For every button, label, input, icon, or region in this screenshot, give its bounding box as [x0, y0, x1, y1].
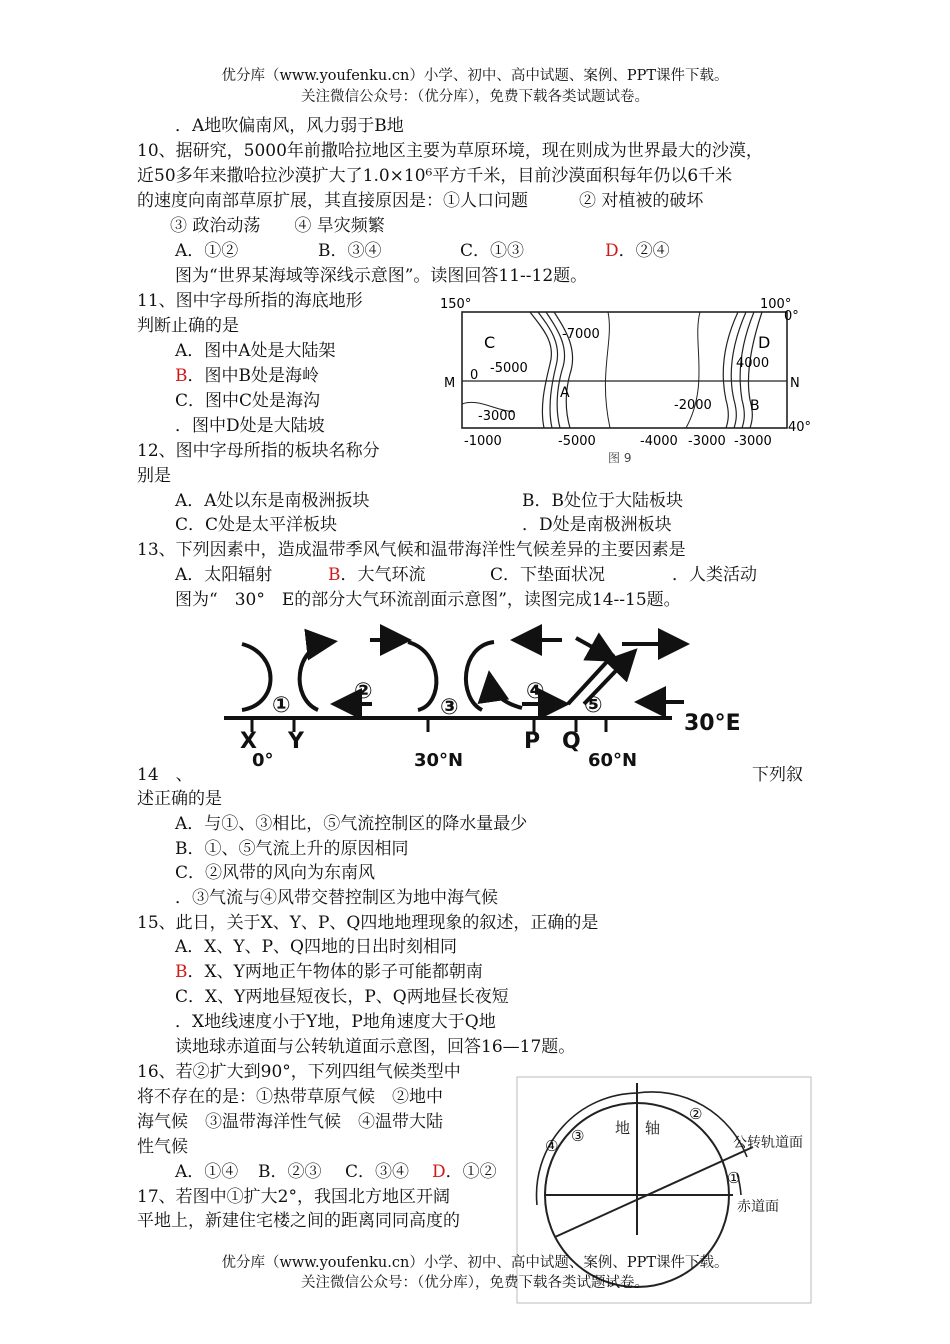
contour-label-3000: -3000: [478, 409, 516, 424]
arc-three: [545, 1103, 637, 1195]
q11-stem-2: 判断止确的是: [137, 316, 239, 336]
q11-stem-1: 11、图中字母所指的海底地形: [137, 291, 363, 311]
q13-option-c: C．下垫面状况: [490, 565, 606, 585]
q12-option-a: A．A处以东是南极洲扳块: [175, 491, 370, 511]
q10-stem-1: 10、据研究，5000年前撒哈拉地区主要为草原环境，现在则成为世界最大的沙漠，: [137, 141, 763, 161]
label-earth-axis: 地 轴: [615, 1119, 661, 1137]
q10-option-b: B．③④: [318, 241, 382, 261]
q10-stem-2: 近50多年来撒哈拉沙漠扩大了1.0×10⁶平方千米，目前沙漠面积每年仍以6千米: [137, 166, 733, 186]
q10-option-d-text: ．②④: [618, 241, 670, 261]
map-intro: 图为“世界某海域等深线示意图”。读图回答11--12题。: [175, 266, 588, 286]
circ-label-1: ①: [272, 693, 291, 718]
q16-stem-3: 海气候 ③温带海洋性气候 ④温带大陆: [137, 1112, 443, 1132]
circulation-cell: [490, 678, 522, 708]
map-label-m: M: [444, 376, 456, 391]
circ-label-4: ④: [526, 679, 545, 704]
q15-option-a: A．X、Y、P、Q四地的日出时刻相同: [175, 937, 457, 957]
orbit-plane-line: [555, 1147, 753, 1237]
map-label-a: A: [560, 385, 570, 401]
label-equator-plane: 赤道面: [737, 1199, 779, 1215]
q17-stem-2: 平地上，新建住宅楼之间的距离同同高度的: [137, 1211, 460, 1231]
q14-number: 14 、: [137, 765, 193, 785]
circ-label-x: X: [240, 729, 257, 754]
q14-option-d: ．③气流与④风带交替控制区为地中海气候: [175, 888, 498, 908]
q10-option-a: A．①②: [175, 241, 239, 261]
q16-stem-4: 性气候: [137, 1137, 188, 1157]
map-label-n: N: [790, 376, 800, 391]
q12-option-c: C．C处是太平洋板块: [175, 515, 338, 535]
bottom-label-3000a: -3000: [688, 434, 726, 449]
q10-option-c: C．①③: [460, 241, 525, 261]
circ-label-30e: 30°E: [684, 711, 741, 736]
q13-option-a: A．太阳辐射: [175, 565, 273, 585]
map-caption: 图 9: [608, 451, 632, 465]
orbit-intro: 读地球赤道面与公转轨道面示意图，回答16—17题。: [175, 1037, 576, 1057]
circulation-cell: [300, 642, 330, 710]
contour-line: [605, 312, 610, 428]
q14-option-a: A．与①、③相比，⑤气流控制区的降水量最少: [175, 814, 528, 834]
header-line-2: 关注微信公众号：（优分库），免费下载各类试题试卷。: [301, 89, 649, 105]
map-lat-top: 0°: [784, 309, 799, 324]
contour-label-2000: -2000: [674, 398, 712, 413]
orbit-label-3: ③: [571, 1127, 585, 1145]
q16-stem-1: 16、若②扩大到90°，下列四组气候类型中: [137, 1062, 461, 1082]
q12-option-d: ．D处是南极洲板块: [522, 515, 672, 535]
map-lat-bottom: 40°: [788, 420, 812, 435]
circ-label-y: Y: [288, 729, 304, 754]
q11-option-a: A．图中A处是大陆架: [175, 341, 336, 361]
q16-option-a: A．①④: [175, 1162, 239, 1182]
map-label-c: C: [484, 333, 496, 352]
map-label-b: B: [750, 398, 760, 414]
circ-label-2: ②: [354, 679, 373, 704]
map-label-d: D: [758, 333, 771, 352]
q13-option-b-text: ．大气环流: [340, 565, 426, 585]
orbit-label-1: ①: [727, 1169, 741, 1187]
q17-stem-1: 17、若图中①扩大2°，我国北方地区开阔: [137, 1187, 450, 1207]
circulation-cell: [408, 642, 436, 710]
circulation-intro: 图为“ 30° E的部分大气环流剖面示意图”，读图完成14--15题。: [175, 590, 681, 610]
circ-label-5: ⑤: [584, 693, 603, 718]
q14-stem-tail: 下列叙: [752, 765, 803, 785]
q11-option-d: ．图中D处是大陆坡: [175, 416, 325, 436]
q15-option-b: B．X、Y两地正午物体的影子可能都朝南: [175, 962, 483, 982]
q11-option-c: C．图中C处是海沟: [175, 391, 321, 411]
q16-option-b: B．②③: [258, 1162, 322, 1182]
circ-lat-30n: 30°N: [414, 750, 464, 771]
map-lon-left: 150°: [440, 297, 472, 312]
q14-option-b: B．①、⑤气流上升的原因相同: [175, 839, 409, 859]
q15-option-d: ．X地线速度小于Y地，P地角速度大于Q地: [175, 1012, 496, 1032]
contour-label-0: 0: [470, 368, 479, 383]
flow-arrow: [576, 638, 612, 658]
q9-option-d: ．A地吹偏南风，风力弱于B地: [175, 116, 404, 136]
circ-lat-60n: 60°N: [588, 750, 638, 771]
q16-stem-2: 将不存在的是：①热带草原气候 ②地中: [137, 1087, 443, 1107]
q13-stem: 13、下列因素中，造成温带季风气候和温带海洋性气候差异的主要因素是: [137, 540, 686, 560]
contour-line: [530, 312, 551, 428]
q13-option-b: B．大气环流: [328, 565, 426, 585]
q11-option-b: B．图中B处是海岭: [175, 366, 319, 386]
footer-line-1: 优分库（www.youfenku.cn）小学、初中、高中试题、案例、PPT课件下载。: [221, 1255, 729, 1271]
circ-lat-0: 0°: [252, 750, 274, 771]
circulation-cell: [242, 644, 271, 710]
q15-option-c: C．X、Y两地昼短夜长，P、Q两地昼长夜短: [175, 987, 509, 1007]
q12-option-b: B．B处位于大陆板块: [522, 491, 683, 511]
label-orbit-plane: 公转轨道面: [733, 1135, 803, 1151]
bottom-label-1000: -1000: [464, 434, 502, 449]
contour-label-4000: 4000: [736, 356, 770, 371]
contour-label-5000: -5000: [490, 361, 528, 376]
circulation-figure: [222, 622, 742, 772]
map-lon-right: 100°: [760, 297, 792, 312]
circ-label-p: P: [524, 729, 541, 754]
q10-stem-3: 的速度向南部草原扩展，其直接原因是：①人口问题 ② 对植被的破坏: [137, 191, 704, 211]
header-line-1: 优分库（www.youfenku.cn）小学、初中、高中试题、案例、PPT课件下载。: [221, 68, 729, 84]
q12-stem-2: 别是: [137, 466, 171, 486]
circulation-cell: [466, 642, 494, 710]
q14-stem-2: 述正确的是: [137, 789, 222, 809]
q10-stem-4: ③ 政治动荡 ④ 旱灾频繁: [170, 216, 385, 236]
q15-stem: 15、此日，关于X、Y、P、Q四地地理现象的叙述，正确的是: [137, 913, 599, 933]
q13-option-d: ．人类活动: [672, 565, 757, 585]
q16-option-c: C．③④: [345, 1162, 410, 1182]
contour-line: [538, 312, 558, 428]
q12-stem-1: 12、图中字母所指的板块名称分: [137, 441, 380, 461]
q16-option-d: D．①②: [432, 1162, 497, 1182]
isobath-map-figure: [438, 292, 818, 467]
bottom-label-4000: -4000: [640, 434, 678, 449]
orbit-label-2: ②: [689, 1105, 703, 1123]
footer-line-2: 关注微信公众号：（优分库），免费下载各类试题试卷。: [301, 1275, 649, 1291]
q14-option-c: C．②风带的风向为东南风: [175, 863, 376, 883]
contour-label-7000: -7000: [562, 327, 600, 342]
bottom-label-5000: -5000: [558, 434, 596, 449]
q10-option-d: D．②④: [605, 241, 670, 261]
orbit-label-4: ④: [545, 1137, 559, 1155]
circ-label-q: Q: [562, 729, 581, 754]
circ-label-3: ③: [440, 695, 459, 720]
q16-option-d-text: ．①②: [445, 1162, 497, 1182]
bottom-label-3000b: -3000: [734, 434, 772, 449]
